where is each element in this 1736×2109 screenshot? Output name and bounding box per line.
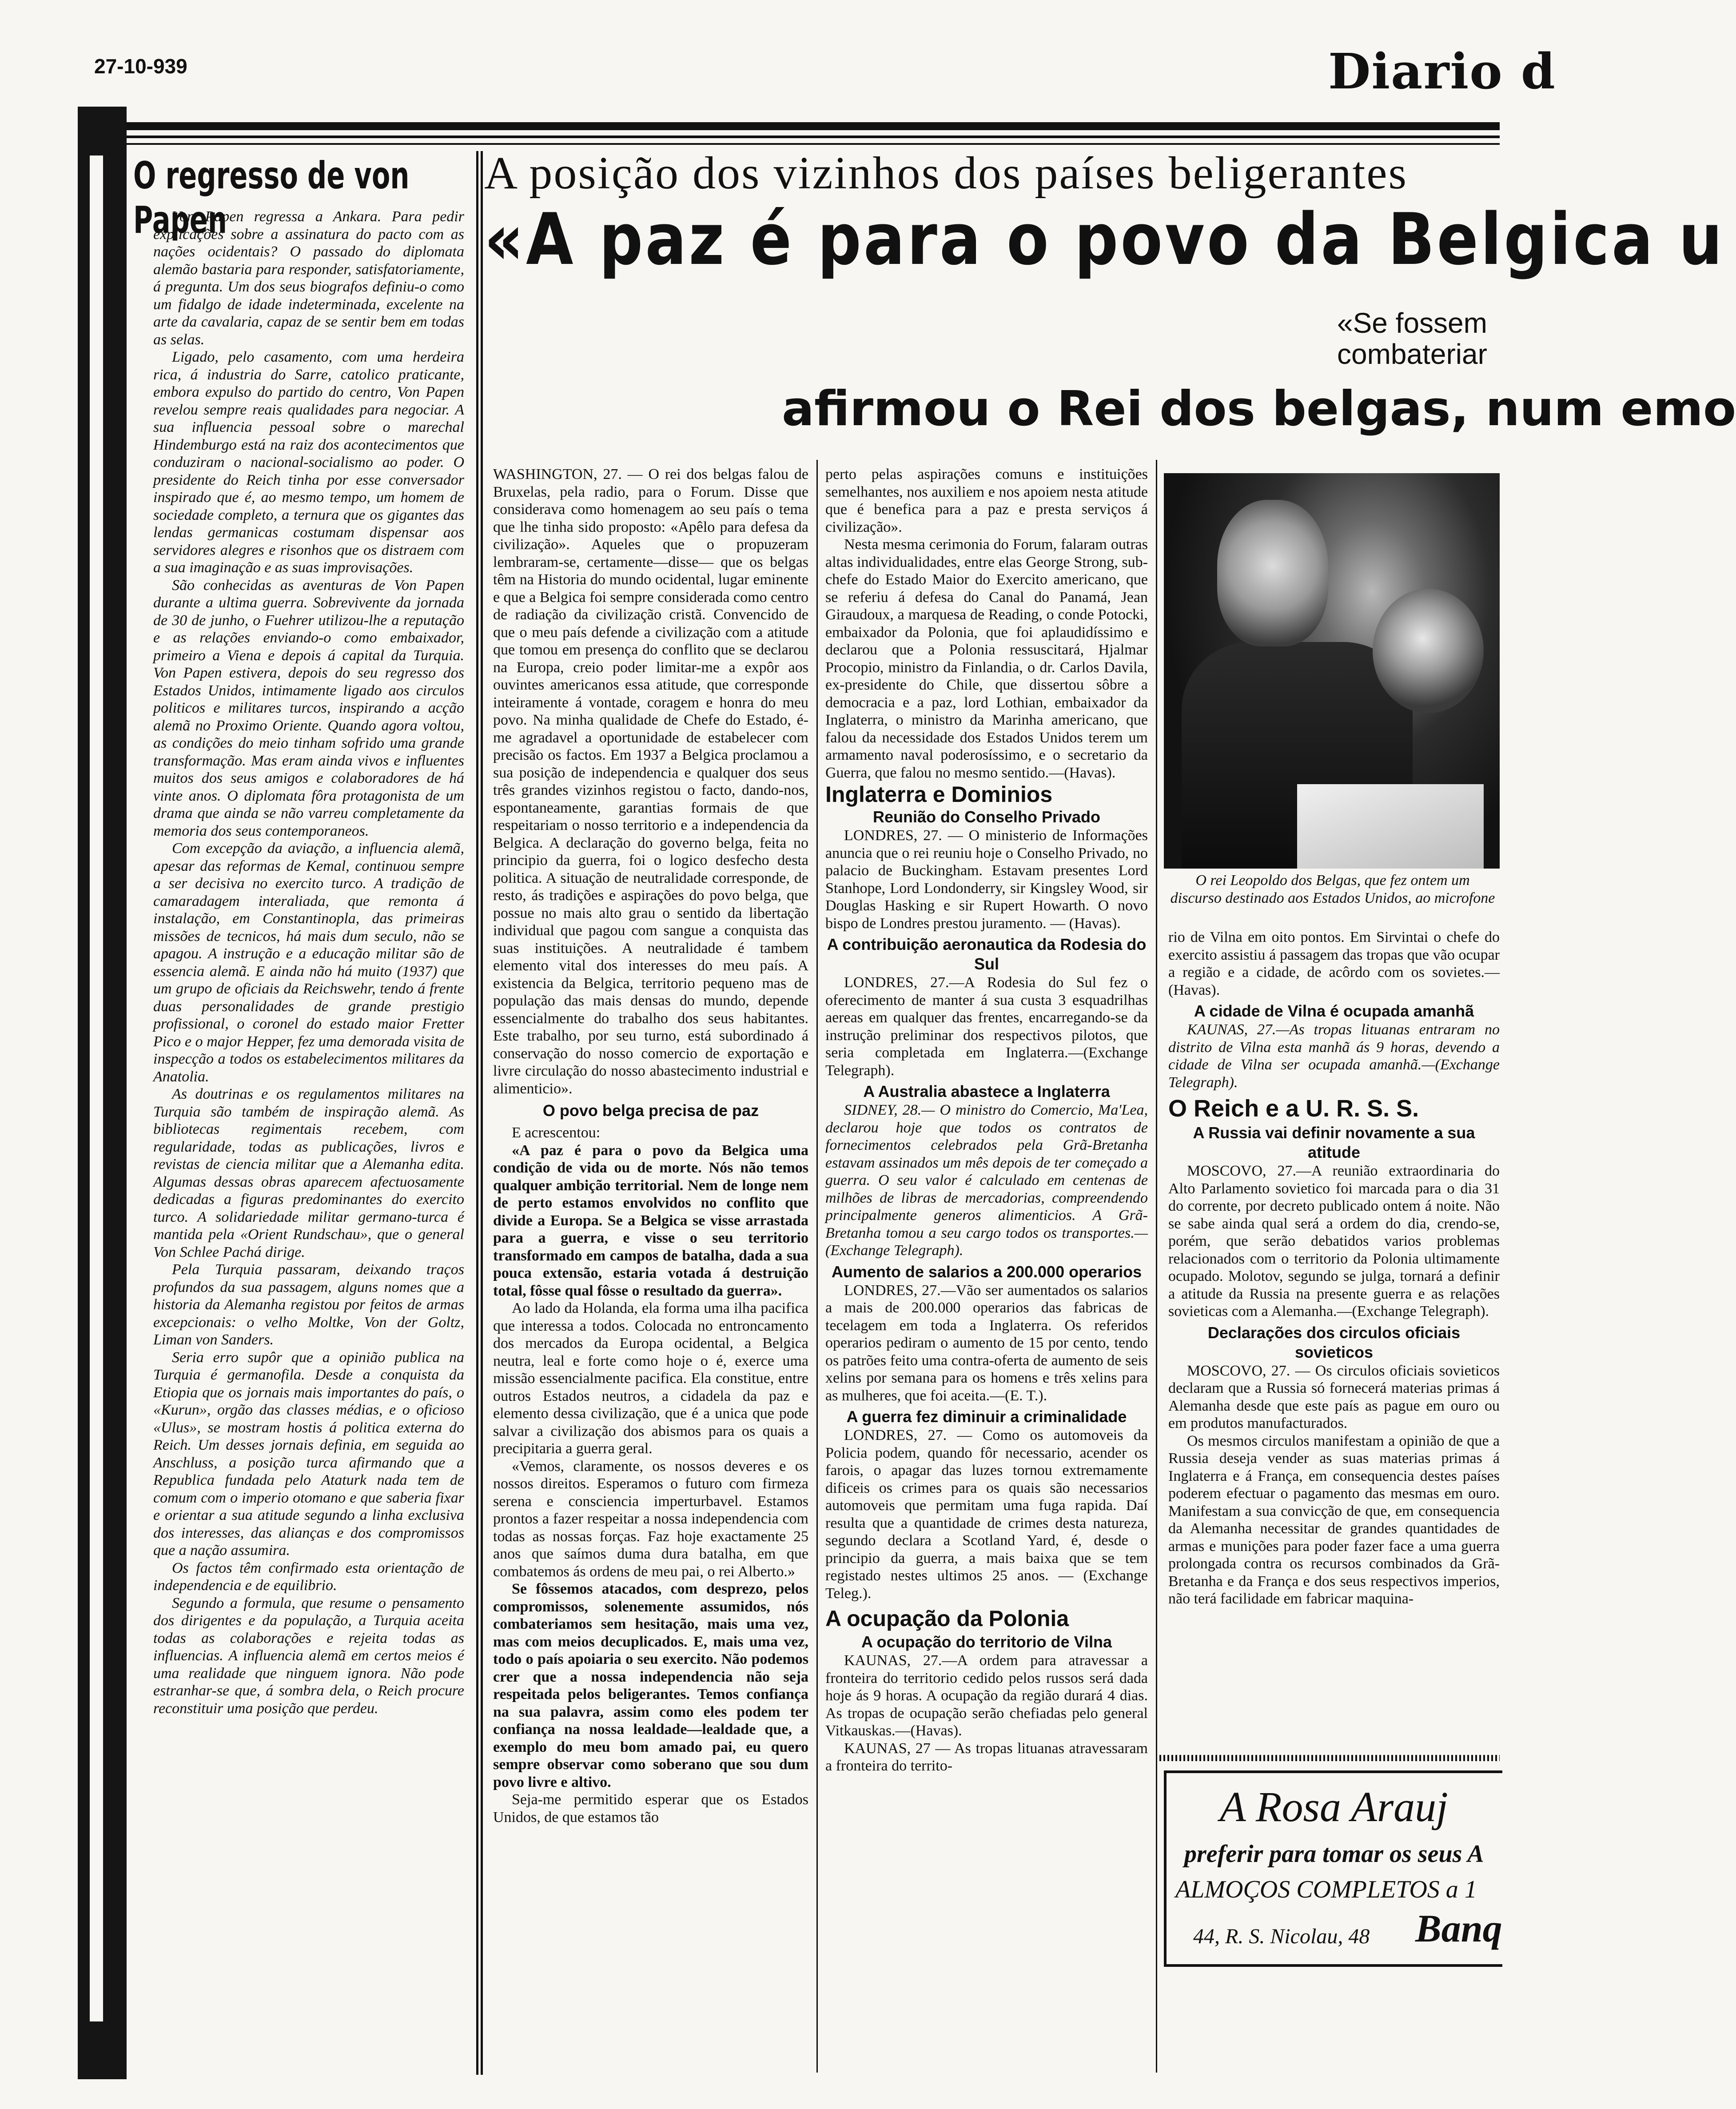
- section-heading: A Australia abastece a Inglaterra: [863, 1082, 1110, 1100]
- left-paragraph: Von Papen regressa a Ankara. Para pedir explicações sobre a assinatura do pacto com as nações ocidentais? O passado do diplomata alemão bastaria para responder, satisfatoriamente, á pregunta. Um dos seus biografos definiu-o como um fidalgo de idade indeterminada, excelente na arte da cavalaria, capaz de se sentir bem em todas as selas.: [153, 208, 464, 348]
- newspaper-masthead: Diario d: [1328, 43, 1556, 100]
- section-heading: O Reich e a U. R. S. S.: [1168, 1095, 1419, 1122]
- article-paragraph: KAUNAS, 27.—As tropas lituanas entraram no distrito de Vilna esta manhã ás 9 horas, devendo a cidade de Vilna ser ocupada amanhã.—(Exchange Telegraph).: [1168, 1021, 1500, 1091]
- section-subheading: Reunião do Conselho Privado: [872, 808, 1101, 826]
- article-paragraph: LONDRES, 27. — O ministerio de Informações anuncia que o rei reuniu hoje o Conselho Privado, no palacio de Buckingham. Estavam presentes Lord Stanhope, Lord Londonderry, sir Kingsley Wood, sir Douglas Hasking e sir Rupert Howarth. O novo bispo de Londres prestou juramento. — (Havas).: [825, 827, 1148, 932]
- left-article: [153, 208, 464, 1717]
- news-column: [825, 466, 1148, 1775]
- left-paragraph: Seria erro supôr que a opinião publica na Turquia é germanofila. Desde a conquista da Etiopia que os jornais mais importantes do país, o «Kurun», orgão das classes médias, e o oficioso «Ulus», se mostram hostis á politica externa do Reich. Um desses jornais definia, em seguida ao Anschluss, a posição turca afirmando que a Republica fundada pelo Ataturk nada tem de comum com o imperio otomano e que saberia fixar e orientar a sua atitude segundo a linha exclusiva dos interesses, das alianças e dos compromissos que a nação assumira.: [153, 1349, 464, 1559]
- section-heading: O povo belga precisa de paz: [542, 1101, 759, 1120]
- section-subheading: A Russia vai definir novamente a sua atitude: [1193, 1124, 1475, 1161]
- ad-separator: [1159, 1755, 1500, 1761]
- article-paragraph: perto pelas aspirações comuns e instituições semelhantes, nos auxiliem e nos apoiem nesta atitude que é benefica para a paz e presta serviços á civilização».: [825, 466, 1148, 535]
- left-paragraph: Segundo a formula, que resume o pensamento dos dirigentes e da população, a Turquia aceita todas as colaborações e rejeita todas as influencias. A influencia alemã em certos meios é uma realidade que ninguem ignora. Não pode estranhar-se que, á sombra dela, o Reich procure reconstituir uma posição que perdeu.: [153, 1595, 464, 1717]
- quote-line-1: «Se fossem: [1337, 307, 1487, 339]
- main-headline: «A paz é para o povo da Belgica u: [484, 198, 1725, 281]
- header-rule: [84, 122, 1500, 130]
- article-paragraph: Ao lado da Holanda, ela forma uma ilha pacifica que interessa a todos. Colocada no entroncamento dos mercados da Europa ocidental, a Belgica neutra, leal e forte como hoje o é, exerce uma missão essencialmente pacifica. Ela constitue, entre outros Estados neutros, a cidadela da paz e elemento dessa civilização, que é a unica que pode salvar a civilização dos abismos para os quais a precipitaria a guerra geral.: [493, 1300, 808, 1457]
- article-paragraph: LONDRES, 27.—A Rodesia do Sul fez o oferecimento de manter á sua custa 3 esquadrilhas aereas em qualquer das frentes, encarregando-se da instrução preliminar dos respectivos pilotos, que seria completada em Inglaterra.—(Exchange Telegraph).: [825, 974, 1148, 1079]
- left-paragraph: Pela Turquia passaram, deixando traços profundos da sua passagem, alguns nomes que a historia da Alemanha registou por feitos de armas excepcionais: o velho Moltke, Von der Goltz, Liman von Sanders.: [153, 1261, 464, 1348]
- article-paragraph: LONDRES, 27.—Vão ser aumentados os salarios a mais de 200.000 operarios das fabricas de tecelagem em toda a Inglaterra. Os referidos operarios pediram o aumento de 15 por cento, tendo os patrões feito uma contra-oferta de aumento de seis xelins por semana para os homens e três xelins para as mulheres, que foi aceita.—(E. T.).: [825, 1282, 1148, 1404]
- section-heading: A contribuição aeronautica da Rodesia do Sul: [827, 935, 1147, 973]
- left-headline: O regresso de von Papen: [133, 154, 410, 242]
- section-heading: Aumento de salarios a 200.000 operarios: [831, 1262, 1142, 1281]
- column-rule: [481, 151, 483, 2075]
- quote-line-2: combateriar: [1337, 338, 1487, 370]
- left-paragraph: Os factos têm confirmado esta orientação de independencia e de equilibrio.: [153, 1559, 464, 1594]
- left-paragraph: As doutrinas e os regulamentos militares na Turquia são também de inspiração alemã. As bibliotecas regimentais recebem, com regularidade, todas as publicações, livros e revistas de ciencia militar que a Alemanha edita. Algumas dessas obras aparecem afectuosamente dedicadas a figuras predominantes do exercito turco. A solidariedade militar germano-turca é mantida pela «Orient Rundschau», que o general Von Schlee Pachá dirige.: [153, 1086, 464, 1260]
- section-subheading: A ocupação do territorio de Vilna: [861, 1633, 1112, 1651]
- ad-address: 44, R. S. Nicolau, 48: [1193, 1925, 1370, 1948]
- article-paragraph: KAUNAS, 27 — As tropas lituanas atravessaram a fronteira do territo-: [825, 1740, 1148, 1774]
- section-heading: A cidade de Vilna é ocupada amanhã: [1194, 1002, 1474, 1020]
- section-heading: Inglaterra e Dominios: [825, 782, 1053, 807]
- section-heading: A ocupação da Polonia: [825, 1606, 1069, 1631]
- article-paragraph: E acrescentou:: [512, 1124, 601, 1141]
- page-date: 27-10-939: [94, 55, 187, 78]
- article-paragraph: rio de Vilna em oito pontos. Em Sirvintai o chefe do exercito assistiu á passagem das tropas que vão ocupar a região e a cidade, de acôrdo com os sovietes.—(Havas).: [1168, 929, 1500, 998]
- article-paragraph: MOSCOVO, 27.—A reunião extraordinaria do Alto Parlamento sovietico foi marcada para o dia 31 do corrente, por decreto publicado ontem á noite. Não se sabe ainda qual será a ordem do dia, crendo-se, porém, que serão debatidos varios problemas relacionados com o territorio da Polonia ultimamente ocupado. Molotov, segundo se julga, tornará a definir a atitude da Russia na presente guerra e as relações sovieticas com a Alemanha.—(Exchange Telegraph).: [1168, 1163, 1500, 1320]
- section-heading: Declarações dos circulos oficiais sovieticos: [1207, 1323, 1461, 1361]
- article-paragraph: «Vemos, claramente, os nossos deveres e os nossos direitos. Esperamos o futuro com firmeza serena e consciencia imperturbavel. Estamos prontos a fazer respeitar a nossa independencia com todas as nossas forças. Faz hoje exactamente 25 anos que saímos duma dura batalha, em que combatemos ás ordens de meu pai, o rei Alberto.»: [493, 1458, 808, 1580]
- ad-line-2: ALMOÇOS COMPLETOS a 1: [1175, 1876, 1477, 1903]
- margin-gap: [90, 155, 103, 2021]
- article-paragraph: SIDNEY, 28.— O ministro do Comercio, Ma'Lea, declarou hoje que todos os contratos de fornecimentos celebrados pela Grã-Bretanha estavam assinados um mês depois de ter começado a guerra. O seu valor é calculado em centenas de milhões de libras de mercadorias, compreendendo principalmente generos alimenticios. A Grã-Bretanha tomou a seu cargo todos os transportes.—(Exchange Telegraph).: [825, 1102, 1148, 1259]
- article-paragraph: Nesta mesma cerimonia do Forum, falaram outras altas individualidades, entre elas George Strong, sub-chefe do Estado Maior do Exercito americano, que se referiu á defesa do Canal do Panamá, Jean Giraudoux, a marquesa de Reading, o conde Potocki, embaixador da Polonia, que foi aplaudidíssimo e declarou que a Polonia ressuscitará, Hjalmar Procopio, ministro da Finlandia, o dr. Carlos Davila, ex-presidente do Chile, que dissertou sôbre a democracia e a paz, lord Lothian, embaixador da Inglaterra, o ministro da Marinha americano, que falou da necessidade dos Estados Unidos terem um armamento naval poderosíssimo, e o secretario da Guerra, que falou no mesmo sentido.—(Havas).: [825, 536, 1148, 781]
- article-paragraph: MOSCOVO, 27. — Os circulos oficiais sovieticos declaram que a Russia só fornecerá materias primas á Alemanha desde que este país as pague em ouro ou em produtos manufacturados.: [1168, 1362, 1500, 1431]
- article-paragraph: Se fôssemos atacados, com desprezo, pelos compromissos, solenemente assumidos, nós combateriamos sem hesitação, mais uma vez, mas com meios decuplicados. E, mais uma vez, todo o país apoiaria o seu exercito. Não podemos crer que a nossa independencia não seja respeitada pelos beligerantes. Temos confiança na sua palavra, assim como eles podem ter confiança na nossa lealdade—lealdade que, a exemplo do meu bom amado pai, eu quero sempre observar como soberano que sou dum povo livre e altivo.: [493, 1581, 808, 1790]
- column-rule: [816, 460, 818, 2073]
- main-kicker: A posição dos vizinhos dos países beligerantes: [484, 148, 1408, 199]
- column-rule: [476, 151, 478, 2075]
- ad-tail: Banq: [1415, 1907, 1502, 1950]
- column-rule: [1156, 460, 1157, 2073]
- article-paragraph: «A paz é para o povo da Belgica uma condição de vida ou de morte. Nós não temos qualquer ambição territorial. Nem de longe nem de perto estamos envolvidos no conflito que divide a Europa. Se a Belgica se visse arrastada para a guerra, e visse o seu territorio transformado em campos de batalha, dada a sua pouca extensão, estaria votada á destruição total, fôsse qual fôsse o resultado da guerra».: [493, 1142, 808, 1299]
- advertisement: [1164, 1770, 1502, 1967]
- ad-line-1: preferir para tomar os seus A: [1184, 1840, 1484, 1868]
- news-column: [1168, 929, 1500, 1608]
- king-leopold-photo: [1164, 473, 1500, 869]
- header-rule-thin-2: [124, 143, 1500, 145]
- left-paragraph: São conhecidas as aventuras de Von Papen durante a ultima guerra. Sobrevivente da jornada de 30 de junho, o Fuehrer utilizou-lhe a reputação e as relações enviando-o como embaixador, primeiro a Viena e depois á capital da Turquia. Von Papen estivera, depois do seu regresso dos Estados Unidos, intimamente ligado aos circulos politicos e militares turcos, inspirando a acção alemã no Proximo Oriente. Quando agora voltou, as condições do meio tinham sofrido uma grande transformação. Mas eram ainda vivos e influentes muitos dos seus amigos e colaboradores de há vinte anos. O diplomata fôra protagonista de um drama que ainda se não varreu completamente da memoria dos seus contemporaneos.: [153, 577, 464, 839]
- left-paragraph: Com excepção da aviação, a influencia alemã, apesar das reformas de Kemal, continuou sempre a ser decisiva no exercito turco. A tradição de camaradagem interaliada, que remonta á instalação, em Constantinopla, das primeiras missões de tecnicos, há mais dum seculo, não se apagou. A instrução e a educação militar são de essencia alemã. E ainda não há muito (1937) que um grupo de oficiais da Reichswehr, tendo á frente duas personalidades de grande prestigio profissional, o coronel do estado maior Fretter Pico e o major Hepper, fez uma demorada visita de inspecção a todos os estabelecimentos militares da Anatolia.: [153, 840, 464, 1085]
- header-rule-thin: [124, 136, 1500, 138]
- article-paragraph: KAUNAS, 27.—A ordem para atravessar a fronteira do territorio cedido pelos russos será dada hoje ás 9 horas. A ocupação da região durará 4 dias. As tropas de ocupação serão chefiadas pelo general Vitkauskas.—(Havas).: [825, 1652, 1148, 1739]
- section-heading: A guerra fez diminuir a criminalidade: [846, 1407, 1127, 1426]
- article-paragraph: WASHINGTON, 27. — O rei dos belgas falou de Bruxelas, pela radio, para o Forum. Disse que considerava como homenagem ao seu país o tema que lhe tinha sido proposto: «Apêlo para defesa da civilização». Aqueles que o propuzeram lembraram-se, certamente—disse— que os belgas têm na Historia do mundo ocidental, lugar eminente e que a Belgica foi sempre considerada como centro de radiação da civilização cristã. Convencido de que o meu país defende a civilização com a atitude que tomou em presença do conflito que se declarou na Europa, creio poder limitar-me a expôr aos ouvintes americanos essa atitude, que corresponde inteiramente á vontade, coragem e honra do meu povo. Na minha qualidade de Chefe do Estado, é-me agradavel a oportunidade de estabelecer com precisão os factos. Em 1937 a Belgica proclamou a sua posição de independencia e qualquer dos seus três grandes vizinhos registou o facto, dando-nos, espontaneamente, garantias formais de que respeitariam o nosso territorio e a independencia da Belgica. A declaração do governo belga, feita no principio da guerra, foi o logico desfecho desta politica. A situação de neutralidade corresponde, de resto, ás tradições e aspirações do povo belga, que possue no mais alto grau o sentido da libertação individual que pagou com sangue a conquista das suas instituições. A neutralidade é tambem elemento vital dos interesses do meu país. A existencia da Belgica, territorio pequeno mas de população das mais densas do mundo, depende essencialmente do trabalho dos seus habitantes. Este trabalho, por seu turno, está subordinado á conservação do nosso comercio de exportação e livre circulação do nosso abastecimento industrial e alimenticio».: [493, 466, 808, 1097]
- ad-brand: A Rosa Arauj: [1220, 1783, 1448, 1830]
- article-paragraph: Os mesmos circulos manifestam a opinião de que a Russia deseja vender as suas materias primas á Inglaterra e á França, em consequencia destes países poderem efectuar o pagamento das mesmas em ouro. Manifestam a sua convicção de que, em consequencia da Alemanha necessitar de grandes quantidades de armas e munições para poder fazer face a uma guerra prolongada contra os recursos combinados da Grã-Bretanha e da França e dos seus respectivos imperios, não terá facilidade em fabricar maquina-: [1168, 1432, 1500, 1607]
- article-paragraph: Seja-me permitido esperar que os Estados Unidos, de que estamos tão: [493, 1791, 808, 1826]
- article-paragraph: LONDRES, 27. — Como os automoveis da Policia podem, quando fôr necessario, acender os farois, o apagar das luzes tornou extremamente dificeis os crimes para os quais são necessarios automoveis que permitam uma fuga rapida. Daí resulta que a quantidade de crimes desta natureza, segundo declara a Scotland Yard, é, desde o principio da guerra, a mais baixa que se tem registado nestes ultimos 25 anos. — (Exchange Teleg.).: [825, 1427, 1148, 1602]
- main-subhead: afirmou o Rei dos belgas, num emo: [782, 381, 1736, 437]
- left-paragraph: Ligado, pelo casamento, com uma herdeira rica, á industria do Sarre, catolico praticante, embora expulso do partido do centro, Von Papen revelou sempre reais qualidades para negociar. A sua influencia pessoal sobre o marechal Hindemburgo está na raiz dos acontecimentos que conduziram o nacional-socialismo ao poder. O presidente do Reich tinha por esse conversador inspirado que é, ao mesmo tempo, um homem de sociedade completo, a ternura que os gigantes das lendas germanicas costumam dispensar aos servidores alegres e risonhos que os distraem com a sua imaginação e as suas improvisações.: [153, 349, 464, 576]
- photo-caption: O rei Leopoldo dos Belgas, que fez ontem um discurso destinado aos Estados Unidos, ao microfone: [1170, 872, 1495, 906]
- belgium-article: [493, 466, 808, 1826]
